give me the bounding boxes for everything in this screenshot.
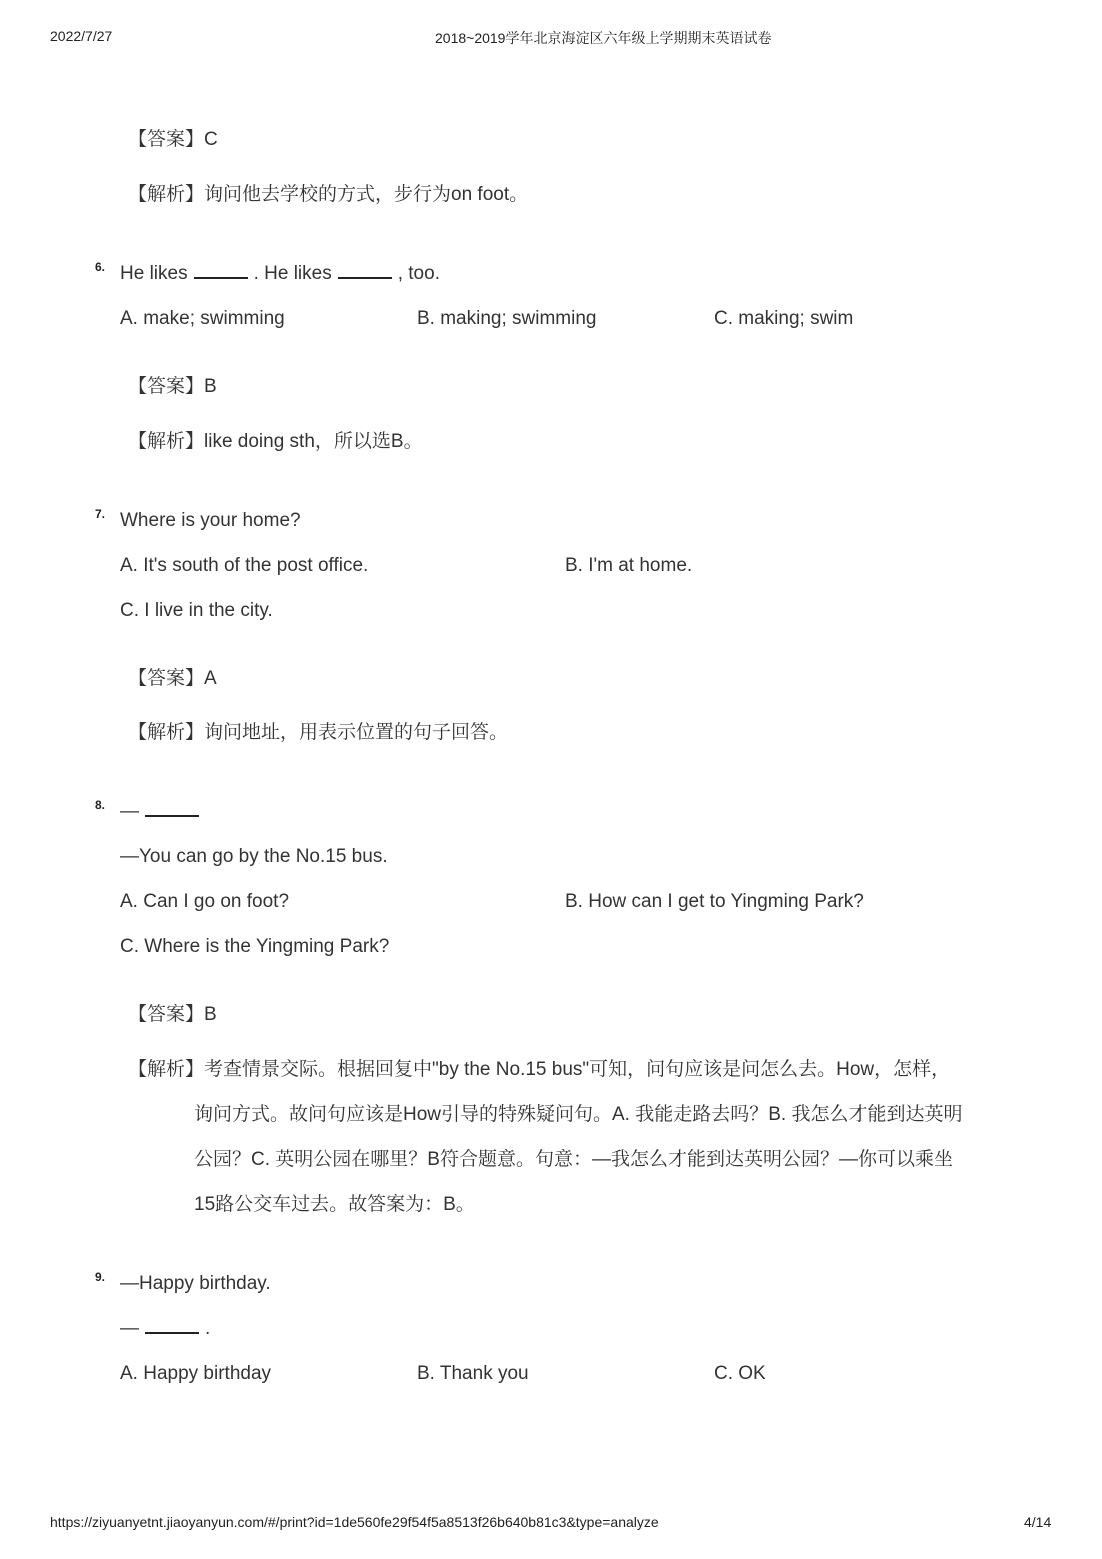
q8-number: 8.	[95, 798, 106, 812]
q9-stem-1: —Happy birthday.	[120, 1273, 271, 1294]
q6-option-c: C. making; swim	[714, 308, 854, 329]
q8-stem-2: —You can go by the No.15 bus.	[120, 846, 388, 867]
q6-answer: 【答案】B	[128, 376, 217, 397]
q5-answer: 【答案】C	[128, 129, 218, 150]
q7-option-a: A. It's south of the post office.	[120, 555, 369, 576]
header-date: 2022/7/27	[50, 28, 113, 44]
q5-analysis: 【解析】询问他去学校的方式，步行为on foot。	[128, 184, 529, 205]
q8-analysis-line-1: 【解析】考查情景交际。根据回复中"by the No.15 bus"可知，问句应该是问怎么去。How，怎样，	[128, 1059, 951, 1080]
q6-option-a: A. make; swimming	[120, 308, 285, 329]
q7-answer: 【答案】A	[128, 668, 217, 689]
q9-blank	[145, 1331, 199, 1334]
q7-stem: Where is your home?	[120, 510, 301, 531]
q6-number: 6.	[95, 260, 106, 274]
q7-option-c: C. I live in the city.	[120, 600, 273, 621]
q8-analysis-line-2: 询问方式。故问句应该是How引导的特殊疑问句。A. 我能走路去吗？B. 我怎么才能到达英明	[194, 1104, 963, 1125]
q9-stem-2	[120, 1318, 210, 1340]
q6-stem-b: . He likes	[253, 263, 332, 284]
q6-stem-c: , too.	[397, 263, 440, 284]
q8-analysis-line-4: 15路公交车过去。故答案为：B。	[194, 1194, 475, 1215]
footer-page-number: 4/14	[1024, 1514, 1052, 1530]
header-title: 2018~2019学年北京海淀区六年级上学期期末英语试卷	[435, 30, 772, 46]
q8-answer: 【答案】B	[128, 1004, 217, 1025]
footer-url[interactable]: https://ziyuanyetnt.jiaoyanyun.com/#/print?id=1de560fe29f54f5a8513f26b640b81c3&type=analyze	[50, 1514, 659, 1530]
q9-number: 9.	[95, 1270, 106, 1284]
q9-dash: —	[120, 1318, 139, 1339]
q8-blank	[145, 814, 199, 817]
q9-option-c: C. OK	[714, 1363, 766, 1384]
q7-option-b: B. I'm at home.	[565, 555, 693, 576]
q9-option-a: A. Happy birthday	[120, 1363, 272, 1384]
q6-stem-a: He likes	[120, 263, 188, 284]
q9-period: .	[205, 1318, 211, 1339]
q6-stem	[120, 263, 440, 285]
q8-option-b: B. How can I get to Yingming Park?	[565, 891, 864, 912]
q6-blank-2	[338, 276, 392, 279]
q6-analysis: 【解析】like doing sth，所以选B。	[128, 431, 423, 452]
q8-stem-1	[120, 801, 205, 823]
q7-analysis: 【解析】询问地址，用表示位置的句子回答。	[128, 722, 509, 743]
q6-option-b: B. making; swimming	[417, 308, 597, 329]
q6-blank-1	[194, 276, 248, 279]
q7-number: 7.	[95, 507, 106, 521]
q8-analysis-line-3: 公园？C. 英明公园在哪里？B符合题意。句意：—我怎么才能到达英明公园？—你可以乘坐	[194, 1149, 953, 1170]
q8-option-c: C. Where is the Yingming Park?	[120, 936, 390, 957]
q8-dash: —	[120, 801, 139, 822]
q9-option-b: B. Thank you	[417, 1363, 529, 1384]
q8-option-a: A. Can I go on foot?	[120, 891, 290, 912]
